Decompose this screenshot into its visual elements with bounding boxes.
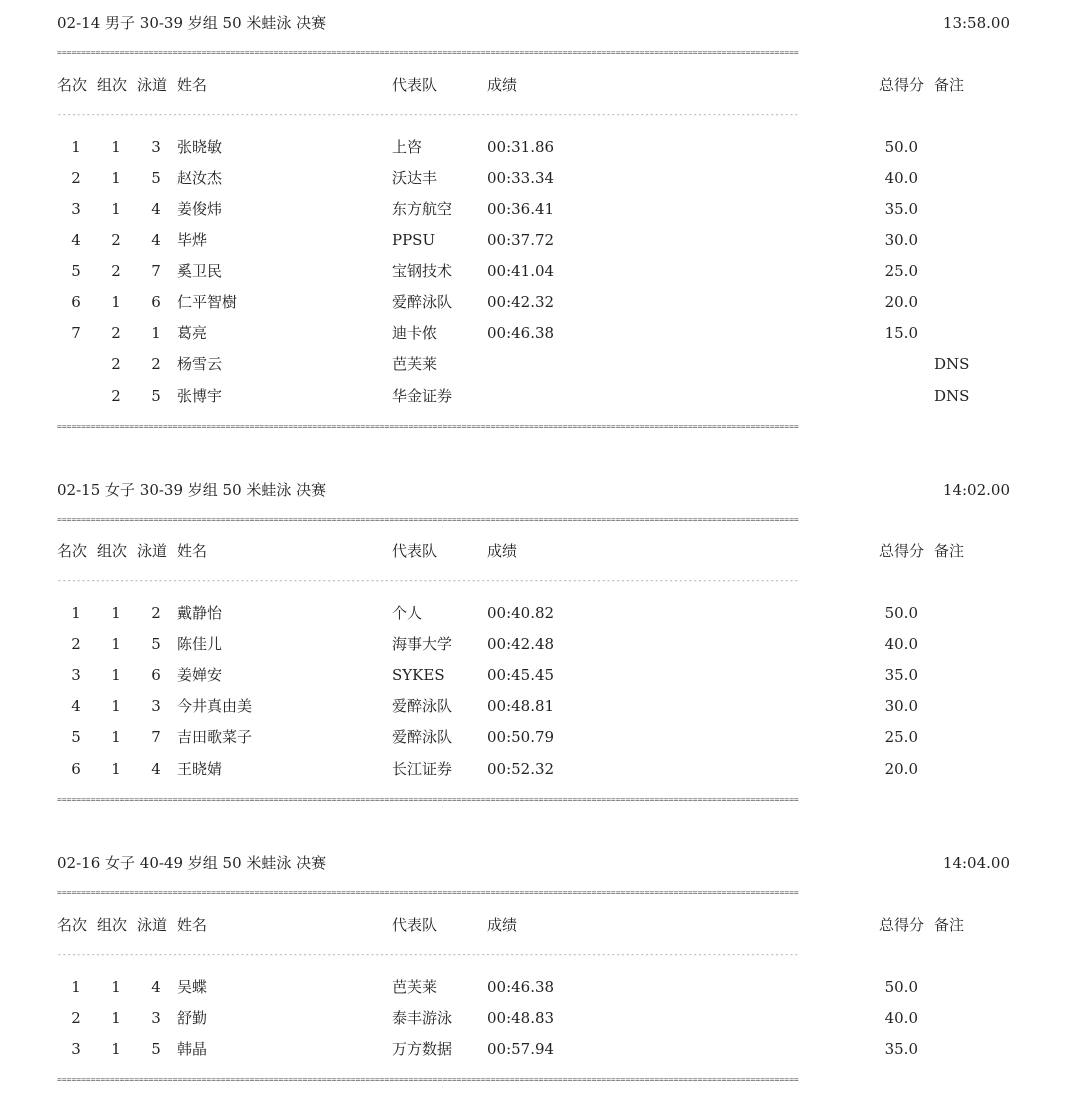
header-group: 组次: [97, 542, 128, 560]
rank-cell: 6: [71, 760, 81, 778]
lane-cell: 4: [151, 231, 161, 249]
result-cell: 00:52.32: [487, 760, 555, 778]
points-cell: 25.0: [884, 262, 918, 280]
points-cell: 30.0: [884, 231, 918, 249]
table-row: [0, 231, 1080, 251]
team-cell: 泰丰游泳: [392, 1009, 453, 1027]
event-title: 02-14 男子 30-39 岁组 50 米蛙泳 决赛: [57, 14, 327, 32]
result-cell: 00:46.38: [487, 978, 555, 996]
header-name: 姓名: [177, 916, 208, 934]
team-cell: 上咨: [392, 138, 423, 156]
result-cell: 00:42.48: [487, 635, 555, 653]
result-cell: 00:42.32: [487, 293, 555, 311]
name-cell: 张晓敏: [177, 138, 223, 156]
remark-cell: DNS: [934, 387, 970, 405]
header-lane: 泳道: [137, 916, 168, 934]
team-cell: 个人: [392, 604, 423, 622]
rank-cell: 1: [71, 978, 81, 996]
group-cell: 1: [111, 697, 121, 715]
table-row: [0, 1009, 1080, 1029]
rank-cell: 5: [71, 262, 81, 280]
name-cell: 王晓婧: [177, 760, 223, 778]
name-cell: 张博宇: [177, 387, 223, 405]
team-cell: 芭芙莱: [392, 355, 438, 373]
rank-cell: 7: [71, 324, 81, 342]
group-cell: 1: [111, 635, 121, 653]
result-cell: 00:57.94: [487, 1040, 555, 1058]
result-cell: 00:50.79: [487, 728, 555, 746]
dash-rule: ----------------------------------------------------------------------------------------------------------------------------------------------------------: [57, 950, 799, 959]
table-row: [0, 635, 1080, 655]
double-rule: ==========================================================================================================================================================: [57, 795, 799, 804]
header-rank: 名次: [57, 76, 88, 94]
team-cell: 宝钢技术: [392, 262, 453, 280]
group-cell: 1: [111, 978, 121, 996]
points-cell: 35.0: [884, 1040, 918, 1058]
name-cell: 仁平智樹: [177, 293, 238, 311]
result-cell: 00:33.34: [487, 169, 555, 187]
rank-cell: 6: [71, 293, 81, 311]
team-cell: PPSU: [392, 231, 436, 249]
header-lane: 泳道: [137, 542, 168, 560]
team-cell: 爱醉泳队: [392, 293, 453, 311]
team-cell: 海事大学: [392, 635, 453, 653]
rank-cell: 2: [71, 635, 81, 653]
name-cell: 葛亮: [177, 324, 208, 342]
group-cell: 2: [111, 324, 121, 342]
result-cell: 00:36.41: [487, 200, 555, 218]
group-cell: 1: [111, 604, 121, 622]
lane-cell: 4: [151, 200, 161, 218]
name-cell: 戴静怡: [177, 604, 223, 622]
points-cell: 40.0: [884, 1009, 918, 1027]
lane-cell: 5: [151, 169, 161, 187]
table-row: [0, 1040, 1080, 1060]
team-cell: SYKES: [392, 666, 445, 684]
name-cell: 杨雪云: [177, 355, 223, 373]
lane-cell: 7: [151, 728, 161, 746]
table-row: [0, 169, 1080, 189]
result-cell: 00:40.82: [487, 604, 555, 622]
table-row: [0, 604, 1080, 624]
dash-rule: ----------------------------------------------------------------------------------------------------------------------------------------------------------: [57, 576, 799, 585]
rank-cell: 2: [71, 169, 81, 187]
points-cell: 50.0: [884, 604, 918, 622]
lane-cell: 3: [151, 1009, 161, 1027]
team-cell: 芭芙莱: [392, 978, 438, 996]
points-cell: 40.0: [884, 635, 918, 653]
rank-cell: 5: [71, 728, 81, 746]
header-name: 姓名: [177, 76, 208, 94]
team-cell: 万方数据: [392, 1040, 453, 1058]
header-lane: 泳道: [137, 76, 168, 94]
result-cell: 00:41.04: [487, 262, 555, 280]
table-row: [0, 262, 1080, 282]
points-cell: 35.0: [884, 666, 918, 684]
lane-cell: 4: [151, 978, 161, 996]
group-cell: 2: [111, 231, 121, 249]
rank-cell: 1: [71, 138, 81, 156]
event-time: 14:02.00: [942, 481, 1010, 499]
table-row: [0, 138, 1080, 158]
rank-cell: 3: [71, 666, 81, 684]
group-cell: 1: [111, 666, 121, 684]
points-cell: 15.0: [884, 324, 918, 342]
header-points: 总得分: [879, 916, 925, 934]
name-cell: 韩晶: [177, 1040, 208, 1058]
result-cell: 00:45.45: [487, 666, 555, 684]
lane-cell: 3: [151, 697, 161, 715]
event-title: 02-16 女子 40-49 岁组 50 米蛙泳 决赛: [57, 854, 327, 872]
double-rule: ==========================================================================================================================================================: [57, 1075, 799, 1084]
lane-cell: 7: [151, 262, 161, 280]
lane-cell: 4: [151, 760, 161, 778]
rank-cell: 3: [71, 1040, 81, 1058]
table-row: [0, 978, 1080, 998]
name-cell: 舒勤: [177, 1009, 208, 1027]
double-rule: ==========================================================================================================================================================: [57, 422, 799, 431]
name-cell: 姜婵安: [177, 666, 223, 684]
group-cell: 1: [111, 760, 121, 778]
group-cell: 1: [111, 138, 121, 156]
group-cell: 1: [111, 293, 121, 311]
table-row: [0, 200, 1080, 220]
lane-cell: 6: [151, 666, 161, 684]
remark-cell: DNS: [934, 355, 970, 373]
rank-cell: 3: [71, 200, 81, 218]
group-cell: 2: [111, 355, 121, 373]
header-result: 成绩: [487, 76, 518, 94]
header-remark: 备注: [934, 542, 965, 560]
lane-cell: 2: [151, 604, 161, 622]
group-cell: 1: [111, 728, 121, 746]
team-cell: 长江证券: [392, 760, 453, 778]
header-result: 成绩: [487, 916, 518, 934]
table-row: [0, 387, 1080, 407]
group-cell: 2: [111, 262, 121, 280]
group-cell: 1: [111, 169, 121, 187]
name-cell: 毕烨: [177, 231, 208, 249]
name-cell: 赵汝杰: [177, 169, 223, 187]
group-cell: 1: [111, 1009, 121, 1027]
header-result: 成绩: [487, 542, 518, 560]
double-rule: ==========================================================================================================================================================: [57, 48, 799, 57]
table-row: [0, 697, 1080, 717]
result-cell: 00:31.86: [487, 138, 555, 156]
table-row: [0, 666, 1080, 686]
event-time: 13:58.00: [942, 14, 1010, 32]
name-cell: 吴蝶: [177, 978, 208, 996]
table-row: [0, 355, 1080, 375]
header-rank: 名次: [57, 542, 88, 560]
dash-rule: ----------------------------------------------------------------------------------------------------------------------------------------------------------: [57, 110, 799, 119]
lane-cell: 5: [151, 387, 161, 405]
points-cell: 25.0: [884, 728, 918, 746]
event-title: 02-15 女子 30-39 岁组 50 米蛙泳 决赛: [57, 481, 327, 499]
points-cell: 50.0: [884, 978, 918, 996]
result-cell: 00:48.81: [487, 697, 555, 715]
points-cell: 20.0: [884, 760, 918, 778]
rank-cell: 4: [71, 231, 81, 249]
table-row: [0, 324, 1080, 344]
header-name: 姓名: [177, 542, 208, 560]
event-time: 14:04.00: [942, 854, 1010, 872]
double-rule: ==========================================================================================================================================================: [57, 888, 799, 897]
team-cell: 东方航空: [392, 200, 453, 218]
name-cell: 奚卫民: [177, 262, 223, 280]
points-cell: 35.0: [884, 200, 918, 218]
double-rule: ==========================================================================================================================================================: [57, 515, 799, 524]
header-team: 代表队: [392, 916, 438, 934]
team-cell: 爱醉泳队: [392, 697, 453, 715]
header-remark: 备注: [934, 916, 965, 934]
result-cell: 00:48.83: [487, 1009, 555, 1027]
header-points: 总得分: [879, 76, 925, 94]
name-cell: 陈佳儿: [177, 635, 223, 653]
points-cell: 20.0: [884, 293, 918, 311]
header-points: 总得分: [879, 542, 925, 560]
lane-cell: 6: [151, 293, 161, 311]
team-cell: 迪卡侬: [392, 324, 438, 342]
name-cell: 今井真由美: [177, 697, 253, 715]
lane-cell: 2: [151, 355, 161, 373]
points-cell: 30.0: [884, 697, 918, 715]
table-row: [0, 728, 1080, 748]
header-team: 代表队: [392, 542, 438, 560]
team-cell: 华金证券: [392, 387, 453, 405]
result-cell: 00:46.38: [487, 324, 555, 342]
team-cell: 沃达丰: [392, 169, 438, 187]
header-group: 组次: [97, 76, 128, 94]
header-group: 组次: [97, 916, 128, 934]
lane-cell: 5: [151, 1040, 161, 1058]
rank-cell: 1: [71, 604, 81, 622]
group-cell: 1: [111, 200, 121, 218]
table-row: [0, 760, 1080, 780]
header-remark: 备注: [934, 76, 965, 94]
rank-cell: 4: [71, 697, 81, 715]
name-cell: 吉田歌菜子: [177, 728, 253, 746]
table-row: [0, 293, 1080, 313]
points-cell: 40.0: [884, 169, 918, 187]
header-rank: 名次: [57, 916, 88, 934]
group-cell: 2: [111, 387, 121, 405]
lane-cell: 1: [151, 324, 161, 342]
team-cell: 爱醉泳队: [392, 728, 453, 746]
points-cell: 50.0: [884, 138, 918, 156]
result-cell: 00:37.72: [487, 231, 555, 249]
rank-cell: 2: [71, 1009, 81, 1027]
group-cell: 1: [111, 1040, 121, 1058]
name-cell: 姜俊炜: [177, 200, 223, 218]
lane-cell: 3: [151, 138, 161, 156]
header-team: 代表队: [392, 76, 438, 94]
lane-cell: 5: [151, 635, 161, 653]
